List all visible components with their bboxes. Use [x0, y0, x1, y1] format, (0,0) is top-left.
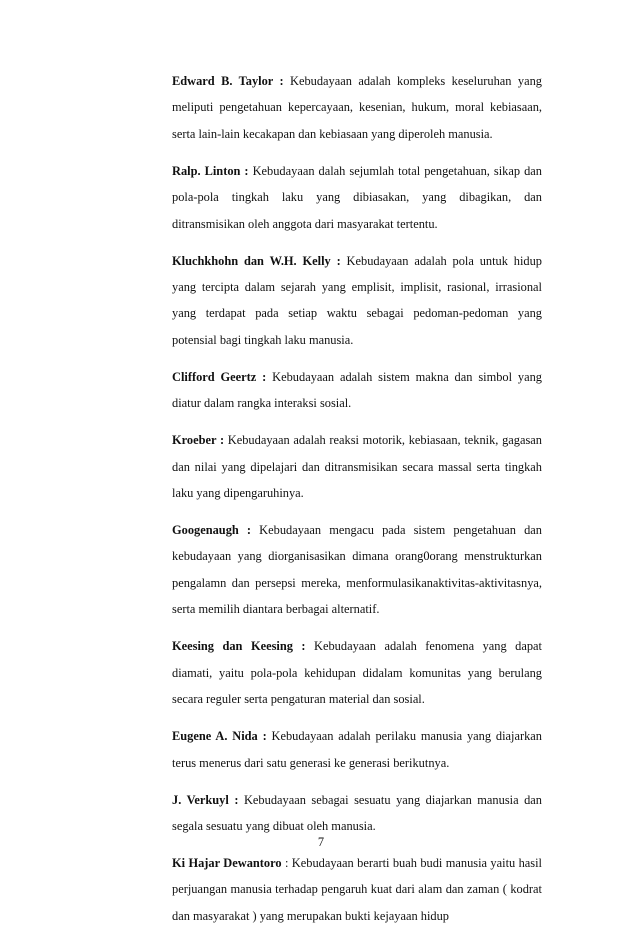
definition-text: Kebudayaan adalah pola untuk hidup yang tercipta dalam sejarah yang emplisit, implisit, rasional, irrasional yang terdapat pada setiap waktu sebagai pedoman-pedoman yang potensial bagi tingkah laku manusia.	[172, 253, 542, 347]
definition-keesing	[172, 633, 542, 712]
definition-text: Kebudayaan adalah fenomena yang dapat diamati, yaitu pola-pola kehidupan didalam komunitas yang berulang secara reguler serta pengaturan material dan sosial.	[172, 639, 542, 707]
definition-term: Ralp. Linton :	[172, 163, 249, 178]
definition-verkuyl	[172, 787, 542, 840]
definition-term: Keesing dan Keesing :	[172, 639, 306, 654]
definition-taylor	[172, 68, 542, 147]
definition-term: Clifford Geertz :	[172, 369, 267, 384]
definition-term: Kroeber :	[172, 433, 225, 448]
definition-text: Kebudayaan dalah sejumlah total pengetahuan, sikap dan pola-pola tingkah laku yang dibiasakan, yang dibagikan, dan ditransmisikan oleh anggota dari masyarakat tertentu.	[172, 163, 542, 231]
definition-term: Edward B. Taylor :	[172, 74, 284, 88]
definition-googenaugh	[172, 517, 542, 623]
definition-term: Googenaugh :	[172, 523, 252, 538]
definition-text: : Kebudayaan berarti buah budi manusia yaitu hasil perjuangan manusia terhadap pengaruh kuat dari alam dan zaman ( kodrat dan masyarakat ) yang merupakan bukti kejayaan hidup	[172, 855, 543, 923]
definition-term: Ki Hajar Dewantoro	[172, 855, 282, 870]
definition-kroeber	[172, 427, 542, 506]
definition-kluckhohn-kelly	[172, 248, 542, 354]
definition-nida	[172, 723, 542, 776]
definition-text: Kebudayaan adalah perilaku manusia yang diajarkan terus menerus dari satu generasi ke generasi berikutnya.	[172, 729, 542, 770]
definition-term: Eugene A. Nida :	[172, 729, 267, 744]
definition-term: J. Verkuyl :	[172, 792, 239, 807]
definition-term: Kluchkhohn dan W.H. Kelly :	[172, 253, 341, 268]
definition-text: Kebudayaan adalah reaksi motorik, kebiasaan, teknik, gagasan dan nilai yang dipelajari dan ditransmisikan secara massal serta tingkah laku yang dipengaruhinya.	[172, 433, 542, 501]
definition-text: Kebudayaan mengacu pada sistem pengetahuan dan kebudayaan yang diorganisasikan dimana orang0orang menstrukturkan pengalamn dan persepsi mereka, menformulasikanaktivitas-aktivitasnya, serta memilih diantara berbagai alternatif.	[172, 523, 542, 617]
definition-geertz	[172, 364, 542, 417]
definition-text: Kebudayaan sebagai sesuatu yang diajarkan manusia dan segala sesuatu yang dibuat oleh manusia.	[172, 792, 542, 833]
definition-linton	[172, 158, 542, 237]
definition-text: Kebudayaan adalah kompleks keseluruhan yang meliputi pengetahuan kepercayaan, kesenian, hukum, moral kebiasaan, serta lain-lain kecakapan dan kebiasaan yang diperoleh manusia.	[172, 74, 542, 141]
definition-dewantoro	[172, 850, 542, 929]
page-number: 7	[317, 835, 325, 849]
definition-text: Kebudayaan adalah sistem makna dan simbol yang diatur dalam rangka interaksi sosial.	[172, 369, 542, 411]
definitions-list	[172, 68, 542, 940]
